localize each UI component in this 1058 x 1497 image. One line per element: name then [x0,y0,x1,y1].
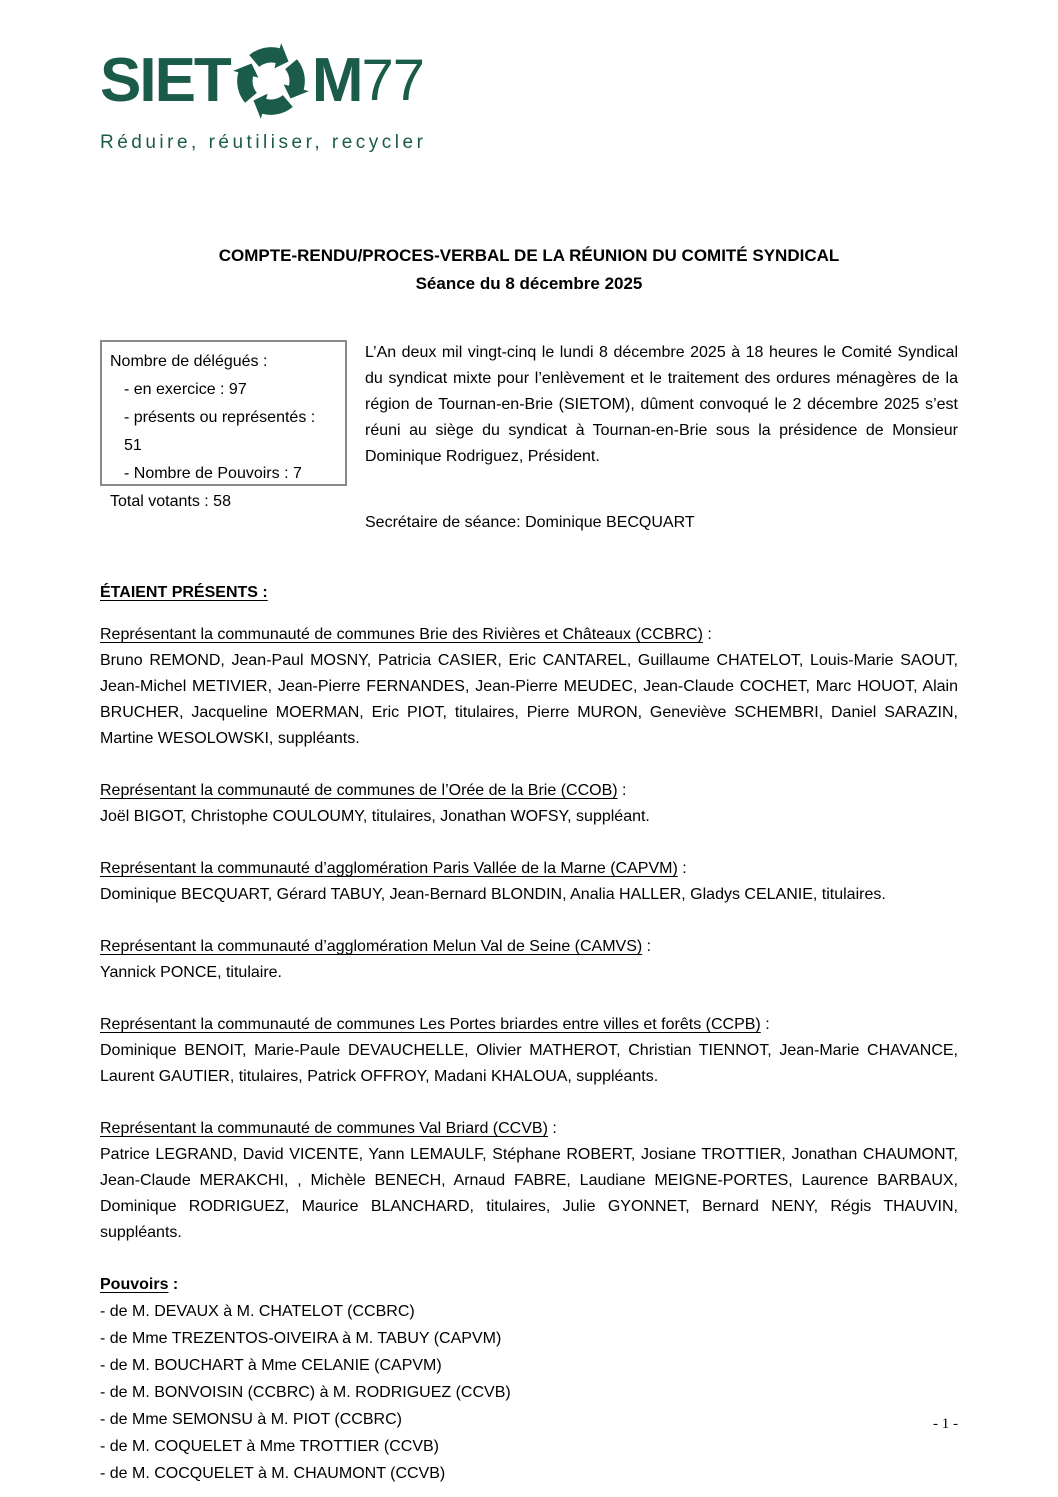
pouvoirs-section [100,1272,958,1487]
section-members: Joël BIGOT, Christophe COULOUMY, titulaires, Jonathan WOFSY, suppléant. [100,808,650,825]
recycle-icon [231,41,311,121]
delegation-section-ccpb [100,1012,958,1090]
section-heading: Représentant la communauté de communes Les Portes briardes entre villes et forêts (CCPB) : [100,1016,770,1033]
delegation-section-capvm [100,856,958,908]
section-members: Patrice LEGRAND, David VICENTE, Yann LEMAULF, Stéphane ROBERT, Josiane TROTTIER, Jonathan CHAUMONT, Jean-Claude MERAKCHI, , Michèle BENECH, Arnaud FABRE, Laudiane MEIGNE-PORTES, Laurence BARBAUX, Dominique RODRIGUEZ, Maurice BLANCHARD, titulaires, Julie GYONNET, Bernard NENY, Régis THAUVIN, suppléants. [100,1146,958,1241]
section-heading: Représentant la communauté d’agglomération Melun Val de Seine (CAMVS) : [100,938,652,955]
section-members: Dominique BECQUART, Gérard TABUY, Jean-Bernard BLONDIN, Analia HALLER, Gladys CELANIE, titulaires. [100,886,886,903]
delegation-section-ccob [100,778,958,830]
title-block [100,242,958,298]
intro-paragraph: L’An deux mil vingt-cinq le lundi 8 décembre 2025 à 18 heures le Comité Syndical du syndicat mixte pour l’enlèvement et le traitement des ordures ménagères de la région de Tournan-en-Brie (SIETOM), dûment convoqué le 2 décembre 2025 s’est réuni au siège du syndicat à Tournan-en-Brie sous la présidence de Monsieur Dominique Rodriguez, Président. [365,344,958,465]
pouvoirs-heading: Pouvoirs : [100,1276,179,1293]
section-members: Yannick PONCE, titulaire. [100,964,282,981]
session-date: Séance du 8 décembre 2025 [415,274,643,293]
pouvoir-item: - de M. COCQUELET à M. CHAUMONT (CCVB) [100,1465,446,1482]
section-heading: Représentant la communauté de communes Val Briard (CCVB) : [100,1120,557,1137]
present-heading: ÉTAIENT PRÉSENTS : [100,584,268,601]
page-number: - 1 - [933,1416,958,1432]
total-voters: Total votants : 58 [110,493,231,510]
pouvoir-item: - de Mme SEMONSU à M. PIOT (CCBRC) [100,1411,402,1428]
pouvoir-item: - de M. BOUCHART à Mme CELANIE (CAPVM) [100,1357,442,1374]
secretary-line: Secrétaire de séance: Dominique BECQUART [365,514,695,531]
logo-tagline: Réduire, réutiliser, recycler [100,132,427,153]
section-members: Dominique BENOIT, Marie-Paule DEVAUCHELLE, Olivier MATHEROT, Christian TIENNOT, Jean-Marie CHAVANCE, Laurent GAUTIER, titulaires, Patrick OFFROY, Madani KHALOUA, suppléants. [100,1042,958,1085]
delegates-in-office: - en exercice : 97 [124,381,247,398]
delegation-section-ccbrc [100,622,958,752]
section-members: Bruno REMOND, Jean-Paul MOSNY, Patricia CASIER, Eric CANTAREL, Guillaume CHATELOT, Louis-Marie SAOUT, Jean-Michel METIVIER, Jean-Pierre FERNANDES, Jean-Pierre MEUDEC, Jean-Claude COCHET, Marc HOUOT, Alain BRUCHER, Jacqueline MOERMAN, Eric PIOT, titulaires, Pierre MURON, Geneviève SCHEMBRI, Daniel SARAZIN, Martine WESOLOWSKI, suppléants. [100,652,958,747]
sietom-logo [100,40,958,156]
summary-row [100,340,958,510]
pouvoir-item: - de Mme TREZENTOS-OIVEIRA à M. TABUY (CAPVM) [100,1330,502,1347]
delegation-section-camvs [100,934,958,986]
pouvoir-item: - de M. DEVAUX à M. CHATELOT (CCBRC) [100,1303,415,1320]
logo-text-siet: SIET [100,46,230,115]
delegates-proxies: - Nombre de Pouvoirs : 7 [124,465,302,482]
delegates-count-box [100,340,347,510]
delegates-present: - présents ou représentés : 51 [124,409,316,454]
pouvoir-item: - de M. COQUELET à Mme TROTTIER (CCVB) [100,1438,440,1455]
section-heading: Représentant la communauté de communes de l’Orée de la Brie (CCOB) : [100,782,627,799]
delegates-box-title: Nombre de délégués : [110,353,268,370]
pouvoir-item: - de M. BONVOISIN (CCBRC) à M. RODRIGUEZ (CCVB) [100,1384,511,1401]
logo-wordmark [100,40,958,122]
logo-text-77: 77 [361,48,424,113]
document-title: COMPTE-RENDU/PROCES-VERBAL DE LA RÉUNION DU COMITÉ SYNDICAL [218,246,840,265]
section-heading: Représentant la communauté de communes Brie des Rivières et Châteaux (CCBRC) : [100,626,712,643]
delegation-section-ccvb [100,1116,958,1246]
logo-text-m: M [311,46,362,115]
section-heading: Représentant la communauté d’agglomération Paris Vallée de la Marne (CAPVM) : [100,860,687,877]
